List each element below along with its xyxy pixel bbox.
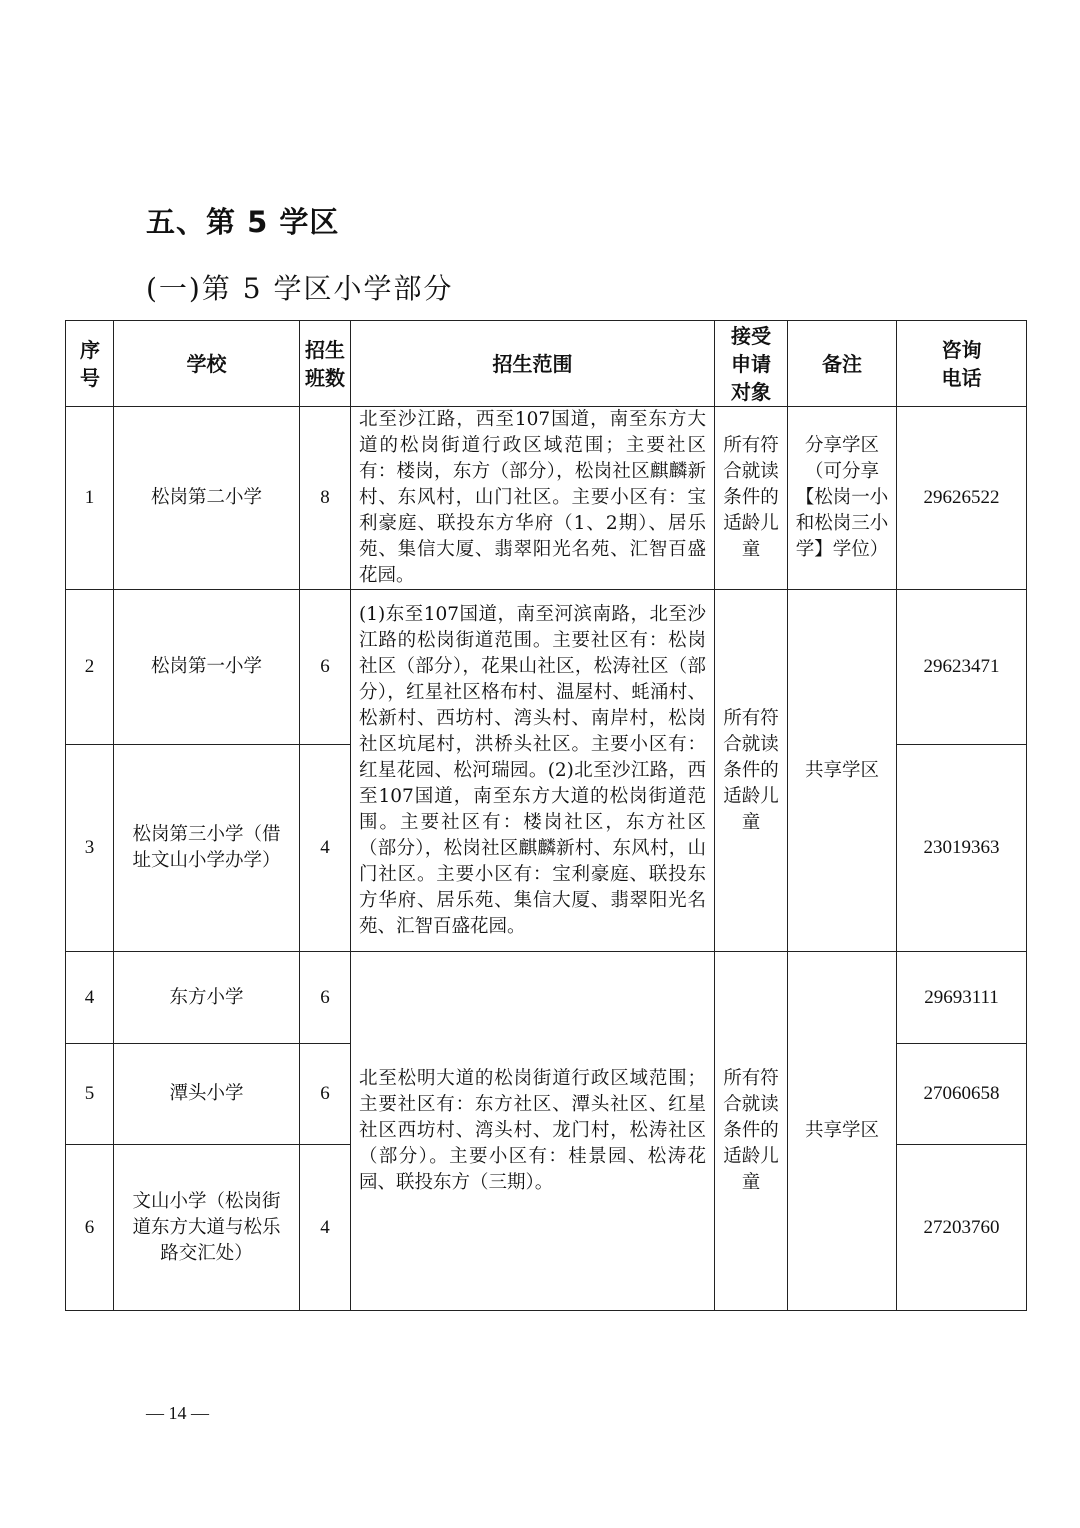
row-phone: 23019363	[897, 745, 1027, 952]
row-seq: 3	[66, 745, 114, 952]
header-school: 学校	[114, 321, 300, 407]
row-classes: 6	[300, 590, 351, 745]
row-classes: 8	[300, 407, 351, 590]
row-range: 北至沙江路，西至107国道，南至东方大道的松岗街道行政区域范围；主要社区有：楼岗，东方（部分），松岗社区麒麟新村、东风村，山门社区。主要小区有：宝利豪庭、联投东方华府（1、2期）、居乐苑、集信大厦、翡翠阳光名苑、汇智百盛花园。	[351, 407, 715, 590]
group-b-target: 所有符合就读条件的适龄儿童	[715, 952, 788, 1311]
row-seq: 5	[66, 1044, 114, 1145]
enrollment-table	[65, 320, 1027, 1311]
row-seq: 1	[66, 407, 114, 590]
header-note: 备注	[788, 321, 897, 407]
row-classes: 6	[300, 1044, 351, 1145]
group-b-range: 北至松明大道的松岗街道行政区域范围；主要社区有：东方社区、潭头社区、红星社区西坊村、湾头村、龙门村，松涛社区（部分）。主要小区有：桂景园、松涛花园、联投东方（三期）。	[351, 952, 715, 1311]
header-range: 招生范围	[351, 321, 715, 407]
row-seq: 6	[66, 1145, 114, 1311]
table-row	[66, 952, 1027, 1044]
section-heading: 五、第 5 学区	[146, 205, 340, 239]
group-a-range: (1)东至107国道，南至河滨南路，北至沙江路的松岗街道范围。主要社区有：松岗社区（部分），花果山社区，松涛社区（部分），红星社区格布村、温屋村、蚝涌村、松新村、西坊村、湾头村、南岸村，松岗社区坑尾村，洪桥头社区。主要小区有：红星花园、松河瑞园。(2)北至沙江路，西至107国道，南至东方大道的松岗街道范围。主要社区有：楼岗社区，东方社区（部分），松岗社区麒麟新村、东风村，山门社区。主要小区有：宝利豪庭、联投东方华府、居乐苑、集信大厦、翡翠阳光名苑、汇智百盛花园。	[351, 590, 715, 952]
page-number: — 14 —	[146, 1403, 209, 1423]
row-seq: 4	[66, 952, 114, 1044]
header-target: 接受申请对象	[715, 321, 788, 407]
header-seq: 序号	[66, 321, 114, 407]
group-a-target: 所有符合就读条件的适龄儿童	[715, 590, 788, 952]
row-phone: 27060658	[897, 1044, 1027, 1145]
row-target: 所有符合就读条件的适龄儿童	[715, 407, 788, 590]
row-school: 松岗第三小学（借址文山小学办学）	[114, 745, 300, 952]
row-phone: 29623471	[897, 590, 1027, 745]
subsection-heading: (一)第 5 学区小学部分	[146, 272, 454, 305]
header-phone: 咨询电话	[897, 321, 1027, 407]
table-header-row	[66, 321, 1027, 407]
row-classes: 4	[300, 1145, 351, 1311]
row-phone: 27203760	[897, 1145, 1027, 1311]
row-school: 松岗第一小学	[114, 590, 300, 745]
table-row	[66, 407, 1027, 590]
row-phone: 29626522	[897, 407, 1027, 590]
row-classes: 6	[300, 952, 351, 1044]
table-row	[66, 590, 1027, 745]
row-school: 文山小学（松岗街道东方大道与松乐路交汇处）	[114, 1145, 300, 1311]
row-school: 松岗第二小学	[114, 407, 300, 590]
group-b-note: 共享学区	[788, 952, 897, 1311]
row-seq: 2	[66, 590, 114, 745]
row-classes: 4	[300, 745, 351, 952]
row-note: 分享学区（可分享【松岗一小和松岗三小学】学位）	[788, 407, 897, 590]
row-school: 东方小学	[114, 952, 300, 1044]
group-a-note: 共享学区	[788, 590, 897, 952]
row-school: 潭头小学	[114, 1044, 300, 1145]
row-phone: 29693111	[897, 952, 1027, 1044]
header-classes: 招生班数	[300, 321, 351, 407]
